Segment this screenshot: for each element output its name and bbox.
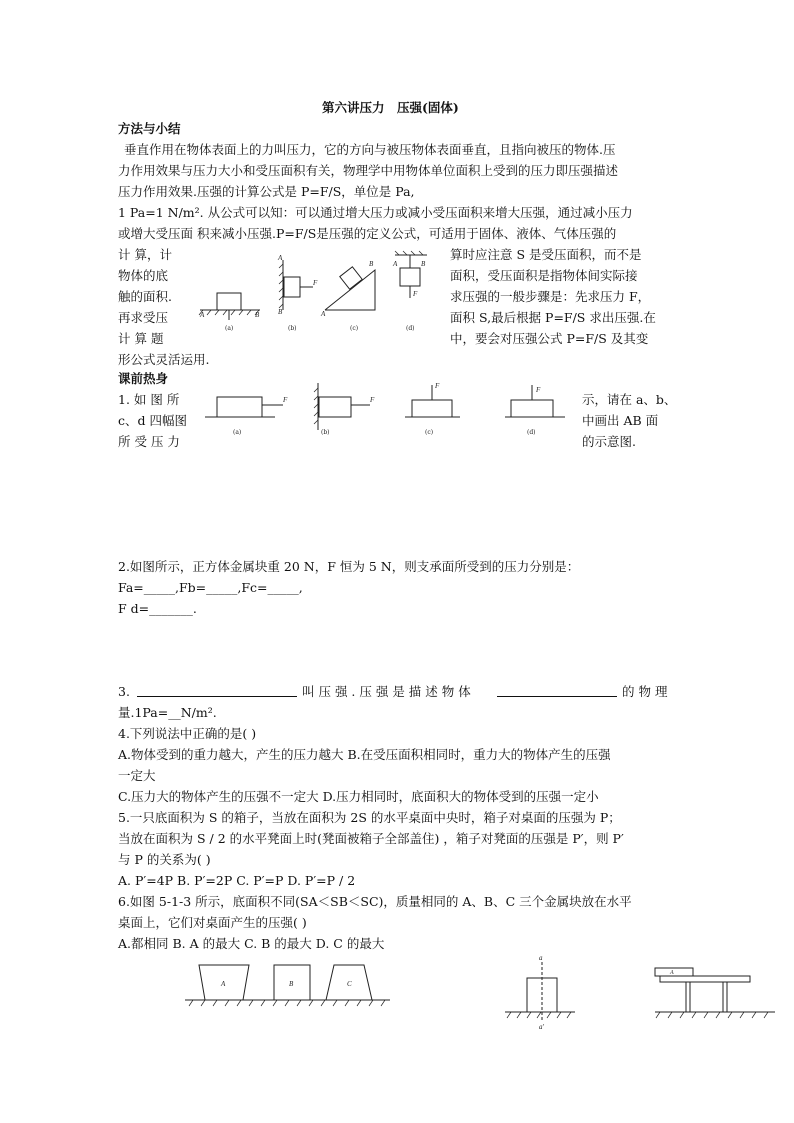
text-line: 示，请在 a、b、: [582, 392, 677, 407]
svg-text:F: F: [536, 386, 541, 394]
svg-text:F: F: [435, 382, 440, 390]
question-4-option-b-cont: 一定大: [118, 768, 156, 783]
answer-blank[interactable]: [137, 696, 297, 697]
question-6: 6.如图 5-1-3 所示，底面积不同(SA＜SB＜SC)，质量相同的 A、B、C 三个金属块放在水平: [118, 894, 632, 909]
cube-axis-figure: [505, 950, 580, 1030]
text-line: 中，要会对压强公式 P=F/S 及其变: [450, 331, 649, 346]
text-line: 物体的底: [118, 268, 169, 283]
svg-text:F: F: [370, 396, 375, 404]
text-line: c、d 四幅图: [118, 413, 187, 428]
question-2-blank-d: F d=_______.: [118, 601, 197, 616]
svg-text:a: a: [539, 954, 543, 962]
question-6-options: A.都相同 B. A 的最大 C. B 的最大 D. C 的最大: [118, 936, 385, 951]
svg-text:A: A: [221, 980, 226, 988]
text-line: 所 受 压 力: [118, 434, 180, 449]
question-3-line2: 量.1Pa=__N/m².: [118, 705, 217, 720]
svg-text:F: F: [313, 279, 318, 287]
svg-text:B: B: [255, 311, 260, 319]
text-line: 触的面积.: [118, 289, 172, 304]
question-4: 4.下列说法中正确的是( ): [118, 726, 257, 741]
question-3-tail: 的 物 理: [622, 684, 668, 699]
question-3-number: 3.: [118, 684, 130, 699]
text-line: 面积 S,最后根据 P=F/S 求出压强.在: [450, 310, 656, 325]
text-line: 求压强的一般步骤是：先求压力 F，: [450, 289, 651, 304]
svg-text:(c): (c): [425, 429, 434, 436]
text-line: 压力作用效果.压强的计算公式是 P=F/S，单位是 Pa,: [118, 184, 415, 199]
text-line: 中画出 AB 面: [582, 413, 659, 428]
answer-blank[interactable]: [497, 696, 617, 697]
question-2-blanks: Fa=_____,Fb=_____,Fc=_____,: [118, 580, 303, 595]
svg-text:A: A: [670, 970, 674, 976]
svg-text:(a): (a): [233, 429, 242, 436]
svg-text:C: C: [347, 980, 352, 988]
question-2: 2.如图所示，正方体金属块重 20 N，F 恒为 5 N，则支承面所受到的压力分别是：: [118, 559, 580, 574]
section-heading-warmup: 课前热身: [118, 371, 169, 386]
question-5-line3: 与 P 的关系为( ): [118, 852, 211, 867]
svg-text:A: A: [393, 260, 398, 268]
table-block-figure: [650, 962, 780, 1022]
question-3-text: 叫 压 强 . 压 强 是 描 述 物 体: [302, 684, 471, 699]
fig-label: (c): [350, 325, 359, 332]
text-line: 计 算 题: [118, 331, 164, 346]
text-line: 面积，受压面积是指物体间实际接: [450, 268, 638, 283]
svg-text:F: F: [283, 396, 288, 404]
q6-figure-blocks: [185, 960, 390, 1010]
q1-figure-blocks: [205, 380, 575, 440]
text-line: 计 算，计: [118, 247, 172, 262]
fig-label: (a): [225, 325, 234, 332]
text-line: 算时应注意 S 是受压面积，而不是: [450, 247, 642, 262]
text-line: 力作用效果与压力大小和受压面积有关，物理学中用物体单位面积上受到的压力即压强描述: [118, 163, 619, 178]
question-4-option-cd: C.压力大的物体产生的压强不一定大 D.压力相同时，底面积大的物体受到的压强一定小: [118, 789, 599, 804]
section-heading-method: 方法与小结: [118, 121, 181, 136]
text-line: 1. 如 图 所: [118, 392, 180, 407]
svg-text:B: B: [289, 980, 294, 988]
question-5: 5.一只底面积为 S 的箱子，当放在面积为 2S 的水平桌面中央时，箱子对桌面的压强为 P；: [118, 810, 621, 825]
svg-text:(d): (d): [527, 429, 536, 436]
svg-text:B: B: [369, 260, 374, 268]
svg-text:F: F: [413, 290, 418, 298]
fig-label: (b): [288, 325, 297, 332]
text-line: 或增大受压面 积来减小压强.P=F/S是压强的定义公式，可适用于固体、液体、气体压强的: [118, 226, 617, 241]
svg-text:A: A: [200, 311, 205, 319]
text-line: 垂直作用在物体表面上的力叫压力，它的方向与被压物体表面垂直，且指向被压的物体.压: [124, 142, 616, 157]
svg-text:a': a': [539, 1023, 544, 1031]
svg-text:A: A: [278, 254, 283, 262]
svg-text:B: B: [421, 260, 426, 268]
pressure-figure-abcd: [195, 250, 440, 340]
question-5-line2: 当放在面积为 S / 2 的水平凳面上时(凳面被箱子全部盖住) ，箱子对凳面的压强是 P′，则 P′: [118, 831, 624, 846]
svg-text:(b): (b): [321, 429, 330, 436]
fig-label: (d): [406, 325, 415, 332]
text-line: 1 Pa=1 N/m². 从公式可以知：可以通过增大压力或减小受压面积来增大压强，通过减小压力: [118, 205, 633, 220]
svg-text:A: A: [321, 310, 326, 318]
question-6-line2: 桌面上，它们对桌面产生的压强( ): [118, 915, 307, 930]
page-title: 第六讲压力 压强(固体): [322, 100, 459, 115]
text-line: 形公式灵活运用.: [118, 352, 210, 367]
text-line: 的示意图.: [582, 434, 636, 449]
question-5-options: A. P′=4P B. P′=2P C. P′=P D. P′=P / 2: [118, 873, 356, 888]
text-line: 再求受压: [118, 310, 169, 325]
question-4-option-ab: A.物体受到的重力越大，产生的压力越大 B.在受压面积相同时，重力大的物体产生的压强: [118, 747, 611, 762]
svg-text:B: B: [278, 308, 283, 316]
